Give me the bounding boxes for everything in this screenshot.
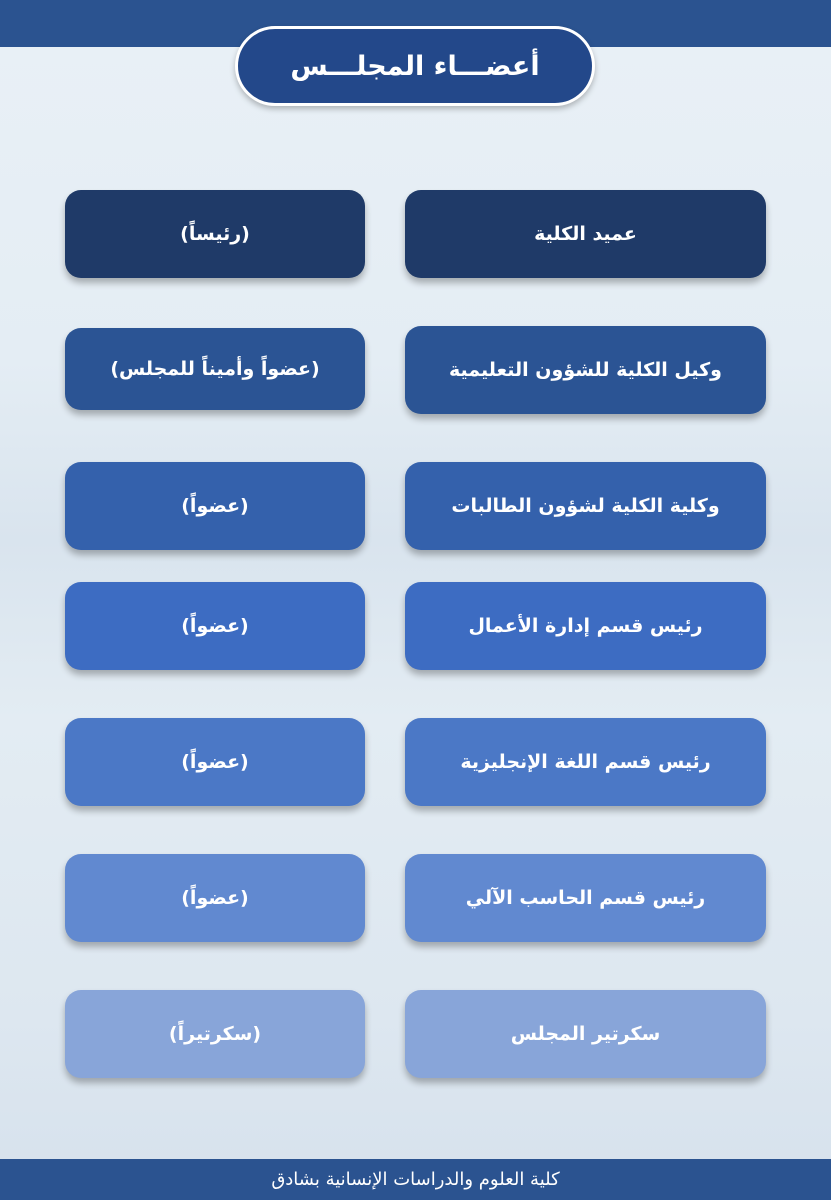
member-role: رئيس قسم الحاسب الآلي [405, 854, 766, 942]
member-role: وكيل الكلية للشؤون التعليمية [405, 326, 766, 414]
member-status: (عضواً) [65, 582, 365, 670]
member-row-1 [0, 190, 831, 278]
member-role: رئيس قسم اللغة الإنجليزية [405, 718, 766, 806]
member-status: (عضواً) [65, 718, 365, 806]
member-role: سكرتير المجلس [405, 990, 766, 1078]
member-status: (عضواً) [65, 462, 365, 550]
member-role: رئيس قسم إدارة الأعمال [405, 582, 766, 670]
member-row-7 [0, 990, 831, 1078]
footer-text: كلية العلوم والدراسات الإنسانية بشادق [271, 1169, 560, 1190]
page-title: أعضـــاء المجلـــس [235, 26, 595, 106]
member-status: (عضواً وأميناً للمجلس) [65, 328, 365, 410]
member-row-5 [0, 718, 831, 806]
member-row-3 [0, 462, 831, 550]
member-role: عميد الكلية [405, 190, 766, 278]
member-status: (رئيساً) [65, 190, 365, 278]
member-status: (سكرتيراً) [65, 990, 365, 1078]
member-row-4 [0, 582, 831, 670]
member-row-2 [0, 326, 831, 414]
member-role: وكلية الكلية لشؤون الطالبات [405, 462, 766, 550]
member-row-6 [0, 854, 831, 942]
member-status: (عضواً) [65, 854, 365, 942]
footer [0, 1159, 831, 1200]
